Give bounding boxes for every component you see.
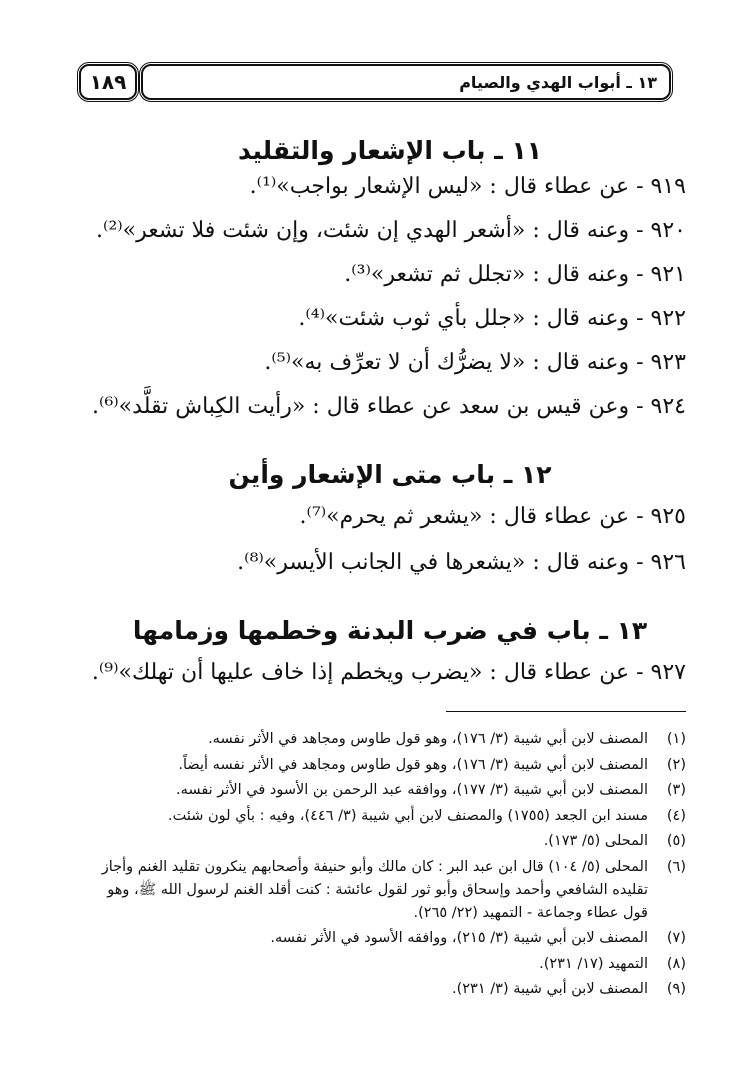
footnote-number: (١) xyxy=(666,731,686,747)
footnote-number: (٨) xyxy=(666,955,686,972)
footnote xyxy=(100,779,686,802)
footnote-text: المصنف لابن أبي شيبة (٣/ ١٧٦)، وهو قول طاوس ومجاهد في الأثر نفسه. xyxy=(208,731,648,747)
hadith-entry: ٩٢٤ - وعن قيس بن سعد عن عطاء قال : «رأيت الكِباش تقلَّد»⁽⁶⁾. xyxy=(92,394,686,419)
footnote-text: المصنف لابن أبي شيبة (٣/ ١٧٧)، ووافقه عبد الرحمن بن الأسود في الأثر نفسه. xyxy=(176,782,648,798)
section-heading: ١١ ـ باب الإشعار والتقليد xyxy=(238,136,542,165)
footnote xyxy=(100,978,686,1001)
footnote-number: (٤) xyxy=(666,807,686,824)
hadith-entry: ٩٢٢ - وعنه قال : «جلل بأي ثوب شئت»⁽⁴⁾. xyxy=(298,306,686,331)
hadith-entry: ٩٢٥ - عن عطاء قال : «يشعر ثم يحرم»⁽⁷⁾. xyxy=(299,504,686,529)
footnote xyxy=(100,856,686,925)
footnote-number: (٧) xyxy=(666,930,686,946)
footnote-text: المحلى (٥/ ١٠٤) قال ابن عبد البر : كان مالك وأبو حنيفة وأصحابهم ينكرون تقليد الغنم وأجاز تقليده الشافعي وأحمد وإسحاق وأبو ثور لقول عائشة : كنت أقلد الغنم لرسول الله ﷺ، وهو قول عطاء وجماعة - التمهيد (٢٢/ ٢٦٥). xyxy=(101,858,648,921)
footnotes xyxy=(100,728,686,1004)
section-heading: ١٢ ـ باب متى الإشعار وأين xyxy=(228,460,552,489)
footnote-text: مسند ابن الجعد (١٧٥٥) والمصنف لابن أبي شيبة (٣/ ٤٤٦)، وفيه : بأي لون شئت. xyxy=(168,807,648,824)
footnote-separator xyxy=(446,711,686,712)
footnote xyxy=(100,953,686,976)
hadith-entry: ٩١٩ - عن عطاء قال : «ليس الإشعار بواجب»⁽¹⁾. xyxy=(249,174,686,199)
footnote-number: (٩) xyxy=(666,981,686,997)
footnote-text: المصنف لابن أبي شيبة (٣/ ٢١٥)، ووافقه الأسود في الأثر نفسه. xyxy=(270,930,648,946)
hadith-entry: ٩٢٠ - وعنه قال : «أشعر الهدي إن شئت، وإن شئت فلا تشعر»⁽²⁾. xyxy=(96,218,686,243)
footnote-number: (٢) xyxy=(666,756,686,773)
chapter-title: ١٣ ـ أبواب الهدي والصيام xyxy=(141,64,671,100)
footnote-number: (٥) xyxy=(666,833,686,849)
section-heading: ١٣ ـ باب في ضرب البدنة وخطمها وزمامها xyxy=(132,616,648,645)
footnote xyxy=(100,927,686,950)
hadith-entry: ٩٢٧ - عن عطاء قال : «يضرب ويخطم إذا خاف عليها أن تهلك»⁽⁹⁾. xyxy=(91,660,686,685)
hadith-entry: ٩٢٣ - وعنه قال : «لا يضرُّك أن لا تعرِّف به»⁽⁵⁾. xyxy=(264,350,686,375)
footnote xyxy=(100,805,686,828)
footnote-number: (٣) xyxy=(666,782,686,798)
footnote xyxy=(100,754,686,777)
footnote xyxy=(100,728,686,751)
footnote-text: المحلى (٥/ ١٧٣). xyxy=(543,833,648,849)
page-number: ١٨٩ xyxy=(79,64,137,100)
footnote-text: التمهيد (١٧/ ٢٣١). xyxy=(539,955,648,972)
hadith-entry: ٩٢١ - وعنه قال : «تجلل ثم تشعر»⁽³⁾. xyxy=(344,262,686,287)
footnote-text: المصنف لابن أبي شيبة (٣/ ٢٣١). xyxy=(451,981,648,997)
hadith-entry: ٩٢٦ - وعنه قال : «يشعرها في الجانب الأيسر»⁽⁸⁾. xyxy=(237,550,686,575)
footnote-number: (٦) xyxy=(666,858,686,875)
footnote xyxy=(100,830,686,853)
footnote-text: المصنف لابن أبي شيبة (٣/ ١٧٦)، وهو قول طاوس ومجاهد في الأثر نفسه أيضاً. xyxy=(178,756,648,773)
